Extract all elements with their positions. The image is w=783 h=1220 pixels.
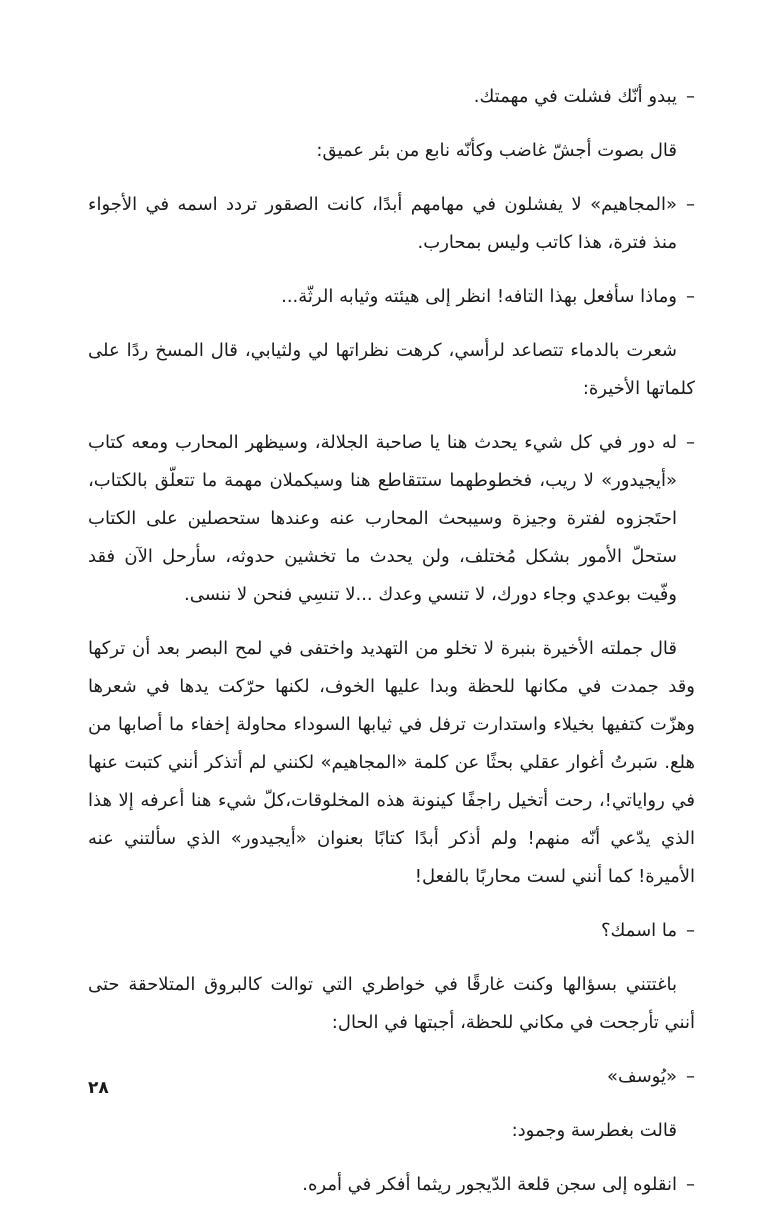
dialogue-line: – ما اسمك؟	[88, 912, 695, 950]
narration-paragraph: شعرت بالدماء تتصاعد لرأسي، كرهت نظراتها لي ولثيابي، قال المسخ ردًا على كلماتها الأخيرة:	[88, 340, 695, 399]
page-number: ٢٨	[88, 1078, 109, 1098]
page-body	[88, 78, 695, 1220]
narration-paragraph: قال جملته الأخيرة بنبرة لا تخلو من التهديد واختفى ﻓﻲ لمح البصر بعد أن تركها وقد جمدت ﻓﻲ مكانها للحظة وبدا عليها الخوف، لكنها حرّكت يدها ﻓﻲ شعرها وهزّت كتفيها بخيلاء واستدارت ترفل ﻓﻲ ثيابها السوداء محاولة إخفاء ما أصابها من هلع. سَبرتُ أغوار عقلي بحثًا عن كلمة «المجاهيم» لكنني لم أتذكر أنني كتبت عنها ﻓﻲ رواياتي!، رحت أتخيل راجفًا كينونة هذه المخلوقات،كلّ شيء هنا أعرفه إلا هذا الذي يدّعي أنّه منهم! ولم أذكر أبدًا كتابًا بعنوان «أيجيدور» الذي سألتني عنه الأميرة! كما أنني لست محاربًا بالفعل!	[88, 638, 695, 887]
narration-paragraph: باغتتني بسؤالها وكنت غارقًا ﻓﻲ خواطري التي توالت كالبروق المتلاحقة حتى أنني تأرجحت ﻓﻲ مكاني للحظة، أجبتها ﻓﻲ الحال:	[88, 974, 695, 1033]
dialogue-line: – له دور ﻓﻲ كل شيء يحدث هنا يا صاحبة الجلالة، وسيظهر المحارب ومعه كتاب «أيجيدور» لا ريب، فخطوطهما ستتقاطع هنا وسيكملان مهمة ما تتعلّق بالكتاب، احتَجزوه لفترة وجيزة وسيبحث المحارب عنه وعندها ستحصلين على الكتاب ستحلّ الأمور بشكل مُختلف، ولن يحدث ما تخشين حدوثه، سأرحل الآن فقد وفّيت بوعدي وجاء دورك، لا تنسي وعدك ...لا تنسِي فنحن لا ننسى.	[88, 424, 695, 614]
narration-paragraph: قال بصوت أجشّ غاضب وكأنّه نابع من بئر عميق:	[316, 140, 677, 161]
dialogue-line: – يبدو أنّك فشلت ﻓﻲ مهمتك.	[88, 78, 695, 116]
dialogue-line: – وماذا سأفعل بهذا التافه! انظر إلى هيئته وثيابه الرثّة...	[88, 278, 695, 316]
dialogue-line: – انقلوه إلى سجن قلعة الدّيجور ريثما أفكر ﻓﻲ أمره.	[88, 1166, 695, 1204]
dialogue-line: – «المجاهيم» لا يفشلون ﻓﻲ مهامهم أبدًا، كانت الصقور تردد اسمه ﻓﻲ الأجواء منذ فترة، هذا كاتب وليس بمحارب.	[88, 186, 695, 262]
dialogue-line: – «يُوسف»	[88, 1058, 695, 1096]
narration-paragraph: قالت بغطرسة وجمود:	[511, 1120, 677, 1141]
